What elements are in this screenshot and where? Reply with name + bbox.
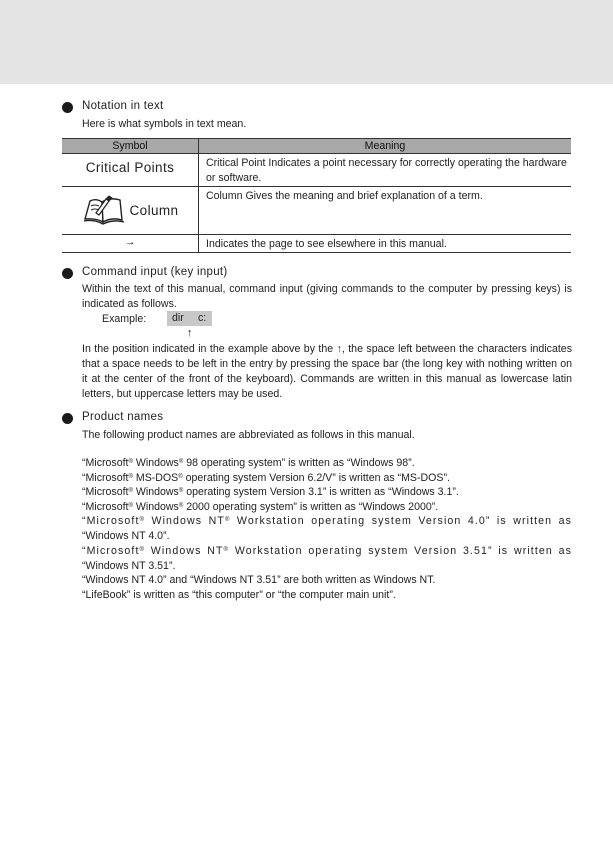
table-row [62,154,571,187]
table-header-meaning: Meaning [199,139,572,154]
bullet-icon [62,268,73,279]
column-symbol: Column [129,202,179,218]
table-header-symbol: Symbol [62,139,199,154]
book-icon [82,195,126,225]
product-line: “Windows NT 4.0” and “Windows NT 3.51” are both written as Windows NT. [82,574,436,586]
product-line: “Microsoft® Windows NT® Workstation operating system Version 4.0” is written as [82,515,572,527]
command-explanation: In the position indicated in the example above by the ↑, the space left between the characters indicates that a space needs to be left in the entry by pressing the space bar (the long key with nothing written on it at the center of the front of the keyboard). Commands are written in this manual as lowercase latin letters, but uppercase letters may be used. [82,343,572,400]
product-line: “Microsoft® Windows NT® Workstation operating system Version 3.51” is written as [82,545,572,557]
table-row [62,235,571,253]
product-line: “Microsoft® Windows® 98 operating system” is written as “Windows 98”. [82,457,415,469]
product-line: “Microsoft® Windows® operating system Version 3.1” is written as “Windows 3.1”. [82,486,459,498]
section-title-command: Command input (key input) [82,266,228,278]
table-row [62,187,571,235]
bullet-icon [62,102,73,113]
section-title-notation: Notation in text [82,100,164,112]
command-example-box [167,311,212,326]
product-line: “LifeBook” is written as “this computer” or “the computer main unit”. [82,589,396,601]
bullet-icon [62,413,73,424]
command-intro: Within the text of this manual, command input (giving commands to the computer by pressing keys) is indicated as follows. [82,283,572,310]
products-intro: The following product names are abbreviated as follows in this manual. [82,429,415,441]
notation-intro: Here is what symbols in text mean. [82,118,247,130]
product-line: “Windows NT 4.0”. [82,530,170,542]
command-text: dir [172,312,184,324]
example-label: Example: [102,313,147,325]
product-line: “Windows NT 3.51”. [82,560,176,572]
header-band [0,0,613,84]
product-line: “Microsoft® Windows® 2000 operating system” is written as “Windows 2000”. [82,501,439,513]
up-arrow-icon: ↑ [187,327,193,339]
table-cell-meaning: Indicates the page to see elsewhere in this manual. [199,235,572,253]
product-line: “Microsoft® MS-DOS® operating system Version 6.2/V” is written as “MS-DOS”. [82,472,450,484]
command-argument: c: [198,312,207,324]
table-cell-meaning: Critical Point Indicates a point necessary for correctly operating the hardware or software. [199,154,572,187]
symbol-table [62,138,571,253]
section-title-products: Product names [82,411,164,423]
critical-points-symbol: Critical Points [85,160,175,175]
table-cell-meaning: Column Gives the meaning and brief explanation of a term. [199,187,572,235]
arrow-symbol: → [62,235,199,253]
